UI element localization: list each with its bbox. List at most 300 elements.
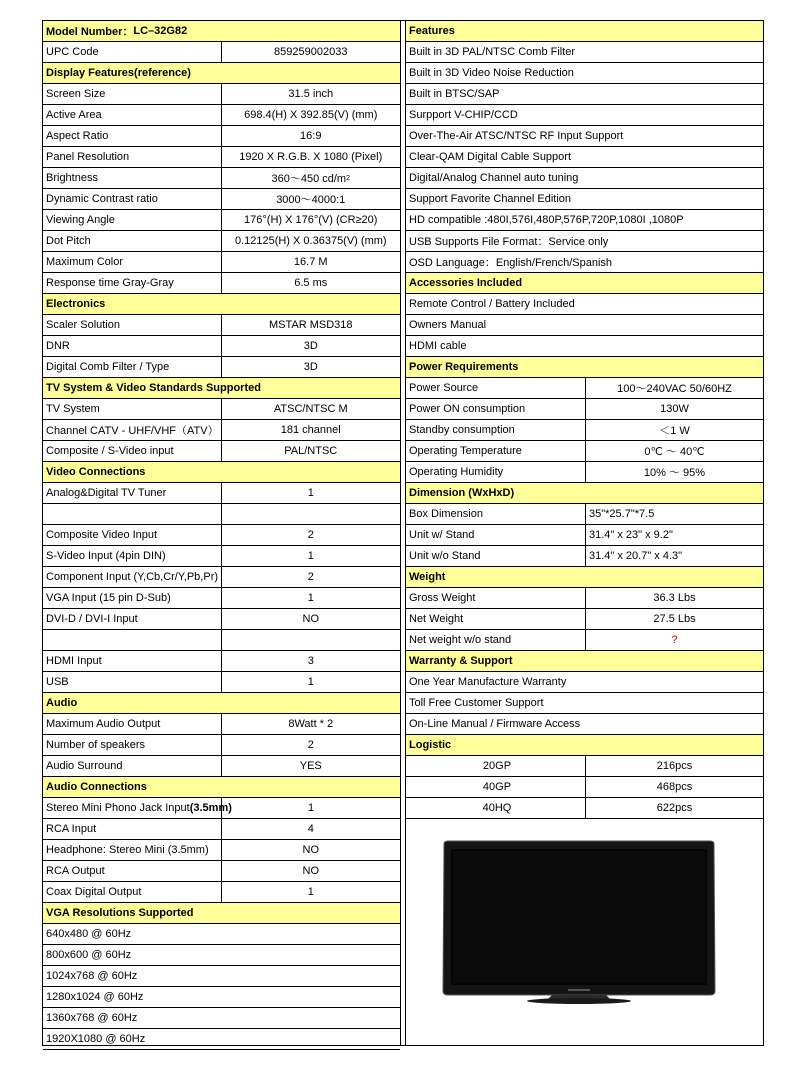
spec-value-text: 2 [307, 529, 314, 541]
spec-row [406, 420, 763, 441]
spec-value-text: 100～240VAC 50/60HZ [617, 383, 732, 395]
spec-value-text: 31.5 inch [288, 88, 334, 100]
spec-label [43, 756, 221, 776]
section-title-text: Audio [46, 697, 78, 709]
spec-value [221, 252, 401, 272]
spec-label-text: 1280x1024 @ 60Hz [46, 991, 144, 1003]
spec-value [585, 609, 763, 629]
spec-label [406, 546, 585, 566]
spec-label [43, 840, 221, 860]
spec-value [585, 420, 763, 440]
spec-label [43, 525, 221, 545]
spec-label-text: 20GP [482, 760, 512, 772]
spec-row [43, 84, 400, 105]
model-number-cell [43, 21, 400, 41]
spec-label-text: Number of speakers [46, 739, 146, 751]
section-header [406, 651, 763, 672]
spec-value [221, 189, 401, 209]
feature-item [406, 252, 763, 272]
spec-label [43, 924, 400, 944]
spec-value-text: 2 [307, 571, 314, 583]
spec-value-text: 0℃ ～ 40℃ [644, 446, 705, 458]
spec-row [43, 987, 400, 1008]
feature-item [406, 714, 763, 734]
spec-row [406, 105, 763, 126]
section-title [406, 651, 763, 671]
spec-label [43, 735, 221, 755]
section-header [406, 483, 763, 504]
section-title-text: Dimension (WxHxD) [409, 487, 515, 499]
superscript: 2 [346, 174, 350, 182]
section-header [43, 777, 400, 798]
spec-value [221, 651, 401, 671]
spec-row [43, 315, 400, 336]
spec-label-text: Digital Comb Filter / Type [46, 361, 170, 373]
feature-item [406, 315, 763, 335]
spec-value [221, 315, 401, 335]
spec-label [406, 399, 585, 419]
spec-label [43, 231, 221, 251]
spec-label [43, 273, 221, 293]
spec-label [43, 336, 221, 356]
section-header [43, 21, 400, 42]
spec-value-text: 3D [303, 361, 318, 373]
feature-item [406, 294, 763, 314]
spec-label-text: UPC Code [46, 46, 99, 58]
spec-value-text: 622pcs [656, 802, 693, 814]
feature-text: Toll Free Customer Support [409, 697, 544, 709]
spec-value [221, 84, 401, 104]
spec-row [43, 147, 400, 168]
feature-text: Digital/Analog Channel auto tuning [409, 172, 579, 184]
spec-row [406, 147, 763, 168]
spec-label-text: Maximum Audio Output [46, 718, 161, 730]
spec-value-text: 16:9 [300, 130, 322, 142]
spec-value-text: 176°(H) X 176°(V) (CR≥20) [244, 214, 378, 226]
spec-value-text: NO [302, 613, 319, 625]
section-title-text: Video Connections [46, 466, 146, 478]
spec-label [43, 1029, 400, 1049]
spec-value-text: 360～450 cd/m [271, 173, 347, 185]
spec-value [221, 630, 401, 650]
section-title-text: Electronics [46, 298, 106, 310]
spec-label-text: 40HQ [482, 802, 512, 814]
spec-value [221, 756, 401, 776]
spec-value [221, 672, 401, 692]
spec-value [221, 441, 401, 461]
section-header [43, 63, 400, 84]
section-title [43, 462, 400, 482]
spec-row [43, 546, 400, 567]
spec-label [43, 609, 221, 629]
section-title [43, 294, 400, 314]
feature-text: Surpport V-CHIP/CCD [409, 109, 518, 121]
spec-value-text: 31.4" x 20.7" x 4.3" [589, 550, 683, 562]
feature-item [406, 105, 763, 125]
spec-row [406, 399, 763, 420]
spec-label [406, 588, 585, 608]
spec-value [221, 420, 401, 440]
spec-value [221, 168, 401, 188]
section-title-text: Features [409, 25, 455, 37]
spec-value-text: 8Watt * 2 [288, 718, 334, 730]
spec-label-text: RCA Output [46, 865, 105, 877]
spec-value-text: 1 [307, 802, 315, 814]
spec-label-text: Unit w/ Stand [409, 529, 475, 541]
spec-value [221, 273, 401, 293]
spec-row [406, 168, 763, 189]
section-header [43, 693, 400, 714]
spec-row [406, 609, 763, 630]
spec-label [43, 882, 221, 902]
spec-label [43, 84, 221, 104]
spec-value [221, 714, 401, 734]
feature-text: Owners Manual [409, 319, 487, 331]
spec-label-text: Headphone: Stereo Mini (3.5mm) [46, 844, 209, 856]
spec-value-text: 6.5 ms [294, 277, 328, 289]
spec-label [43, 714, 221, 734]
spec-value [221, 882, 401, 902]
spec-row [43, 945, 400, 966]
spec-value [585, 798, 763, 818]
section-title-text: Weight [409, 571, 446, 583]
spec-value [221, 147, 401, 167]
section-header [406, 357, 763, 378]
spec-label [406, 777, 585, 797]
spec-label-text: Net weight w/o stand [409, 634, 512, 646]
spec-label [406, 756, 585, 776]
spec-row [43, 819, 400, 840]
section-title [406, 21, 763, 41]
section-title [406, 357, 763, 377]
spec-row [43, 273, 400, 294]
spec-label-text: 1920X1080 @ 60Hz [46, 1033, 146, 1045]
spec-row [406, 546, 763, 567]
spec-label-text: Unit w/o Stand [409, 550, 481, 562]
section-title-text: TV System & Video Standards Supported [46, 382, 261, 394]
section-title-text: Warranty & Support [409, 655, 513, 667]
spec-value-text: NO [302, 844, 319, 856]
section-title [43, 378, 400, 398]
spec-label-text: Active Area [46, 109, 102, 121]
section-title-text: Logistic [409, 739, 452, 751]
spec-row [406, 231, 763, 252]
spec-row [406, 777, 763, 798]
section-title [406, 483, 763, 503]
spec-value [221, 819, 401, 839]
spec-row [43, 483, 400, 504]
spec-label-text: Power ON consumption [409, 403, 526, 415]
spec-row [43, 882, 400, 903]
spec-label [406, 462, 585, 482]
spec-row [406, 252, 763, 273]
spec-value [221, 525, 401, 545]
feature-item [406, 147, 763, 167]
spec-value-text: 468pcs [656, 781, 693, 793]
spec-row [43, 189, 400, 210]
spec-label-text: 1024x768 @ 60Hz [46, 970, 138, 982]
section-title [43, 903, 400, 923]
spec-row [406, 42, 763, 63]
spec-label-text: Aspect Ratio [46, 130, 109, 142]
spec-value [221, 483, 401, 503]
spec-label [43, 168, 221, 188]
spec-label-text: 1360x768 @ 60Hz [46, 1012, 138, 1024]
spec-label [406, 630, 585, 650]
feature-text: Built in 3D PAL/NTSC Comb Filter [409, 46, 576, 58]
spec-value [585, 777, 763, 797]
spec-label-text: Maximum Color [46, 256, 124, 268]
section-header [43, 294, 400, 315]
spec-label-text: Dot Pitch [46, 235, 91, 247]
section-header [43, 903, 400, 924]
feature-item [406, 693, 763, 713]
spec-label-text: S-Video Input (4pin DIN) [46, 550, 166, 562]
spec-label [406, 420, 585, 440]
spec-value-text: 1 [307, 592, 314, 604]
spec-row [43, 861, 400, 882]
spec-row [406, 588, 763, 609]
spec-label-text: Coax Digital Output [46, 886, 142, 898]
spec-label-text: DVI-D / DVI-I Input [46, 613, 138, 625]
feature-text: USB Supports File Format：Service only [409, 236, 609, 248]
spec-row [43, 420, 400, 441]
spec-label [43, 189, 221, 209]
spec-label [43, 420, 221, 440]
section-title [406, 567, 763, 587]
feature-item [406, 672, 763, 692]
spec-row [43, 525, 400, 546]
spec-value-text: 3000～4000:1 [276, 194, 346, 206]
spec-label [406, 609, 585, 629]
spec-value-text: 3D [303, 340, 318, 352]
spec-value [585, 546, 763, 566]
spec-value-text: 2 [307, 739, 314, 751]
spec-row [43, 1008, 400, 1029]
spec-label [43, 588, 221, 608]
spec-label-text: Composite / S-Video input [46, 445, 174, 457]
spec-row [406, 504, 763, 525]
spec-label-text: Screen Size [46, 88, 106, 100]
section-title-text: Display Features(reference) [46, 67, 191, 79]
spec-label [43, 483, 221, 503]
section-title-text: Accessories Included [409, 277, 523, 289]
section-header [43, 462, 400, 483]
spec-label-bold: (3.5mm) [189, 802, 232, 814]
spec-value-text: 859259002033 [274, 46, 348, 58]
spec-label-text: Response time Gray-Gray [46, 277, 174, 289]
feature-text: Support Favorite Channel Edition [409, 193, 572, 205]
spec-value-text: MSTAR MSD318 [268, 319, 353, 331]
spec-value-text: 10% ～ 95% [643, 467, 706, 479]
spec-value [585, 504, 763, 524]
spec-row [43, 714, 400, 735]
spec-label [43, 987, 400, 1007]
spec-label-text: Brightness [46, 172, 98, 184]
spec-label [43, 672, 221, 692]
spec-label [43, 315, 221, 335]
spec-row [406, 525, 763, 546]
spec-label [43, 651, 221, 671]
spec-value [585, 378, 763, 398]
spec-row [406, 693, 763, 714]
spec-row [43, 42, 400, 63]
spec-value-text: ? [671, 634, 678, 646]
spec-row [43, 588, 400, 609]
spec-row [406, 315, 763, 336]
spec-label-text: Gross Weight [409, 592, 476, 604]
section-header [406, 567, 763, 588]
spec-value [221, 735, 401, 755]
spec-label-text: Dynamic Contrast ratio [46, 193, 158, 205]
spec-label [43, 819, 221, 839]
spec-label-text: Standby consumption [409, 424, 515, 436]
section-header [43, 378, 400, 399]
right-spec-column [405, 21, 763, 1045]
spec-label [43, 399, 221, 419]
spec-value [221, 588, 401, 608]
spec-label [43, 210, 221, 230]
feature-text: One Year Manufacture Warranty [409, 676, 567, 688]
spec-row [43, 357, 400, 378]
section-title-text: Power Requirements [409, 361, 519, 373]
spec-label [43, 546, 221, 566]
spec-row [406, 189, 763, 210]
spec-label [43, 504, 221, 524]
spec-value [585, 588, 763, 608]
section-title [43, 63, 400, 83]
spec-label-text: Operating Temperature [409, 445, 522, 457]
spec-value-text: 3 [307, 655, 314, 667]
feature-item [406, 210, 763, 230]
spec-label-text: Viewing Angle [46, 214, 115, 226]
spec-row [43, 756, 400, 777]
spec-label-text: TV System [46, 403, 100, 415]
section-header [406, 273, 763, 294]
spec-row [406, 63, 763, 84]
spec-value-text: 16.7 M [293, 256, 328, 268]
spec-row [406, 672, 763, 693]
spec-label [43, 357, 221, 377]
spec-value-text: 4 [307, 823, 314, 835]
left-spec-column [43, 21, 401, 1045]
spec-label-text: Box Dimension [409, 508, 483, 520]
feature-item [406, 84, 763, 104]
spec-row [43, 609, 400, 630]
spec-row [43, 651, 400, 672]
section-title [43, 693, 400, 713]
spec-value-text: 1920 X R.G.B. X 1080 (Pixel) [239, 151, 383, 163]
spec-row [43, 252, 400, 273]
feature-text: Built in BTSC/SAP [409, 88, 500, 100]
spec-value [221, 105, 401, 125]
spec-value-text: NO [302, 865, 319, 877]
spec-label [43, 252, 221, 272]
spec-label-text: RCA Input [46, 823, 97, 835]
spec-value-text: 1 [307, 487, 314, 499]
spec-value [585, 630, 763, 650]
feature-item [406, 231, 763, 251]
spec-value-text: PAL/NTSC [284, 445, 338, 457]
section-title [406, 735, 763, 755]
spec-value-text: 1 [307, 676, 314, 688]
spec-value-text: 1 [307, 886, 314, 898]
spec-row [43, 798, 400, 819]
spec-row [43, 924, 400, 945]
spec-value [221, 504, 401, 524]
spec-row [43, 966, 400, 987]
spec-row [43, 1029, 400, 1050]
spec-label-text: Audio Surround [46, 760, 123, 772]
spec-label-text: VGA Input (15 pin D-Sub) [46, 592, 171, 604]
spec-row [406, 441, 763, 462]
spec-value [585, 441, 763, 461]
spec-row [43, 840, 400, 861]
spec-row [406, 336, 763, 357]
feature-text: Clear-QAM Digital Cable Support [409, 151, 572, 163]
spec-label-text: Composite Video Input [46, 529, 158, 541]
spec-label [406, 441, 585, 461]
tv-product-image [442, 841, 716, 1004]
spec-value-text: 31.4" x 23" x 9.2" [589, 529, 673, 541]
feature-item [406, 63, 763, 83]
spec-label [43, 945, 400, 965]
spec-row [43, 504, 400, 525]
spec-row [43, 567, 400, 588]
spec-label-text: Channel CATV - UHF/VHF（ATV） [46, 425, 219, 437]
spec-value-text: 0.12125(H) X 0.36375(V) (mm) [234, 235, 387, 247]
spec-row [406, 378, 763, 399]
spec-value [221, 798, 400, 818]
spec-value-text: ＜1 W [659, 425, 690, 437]
spec-row [406, 714, 763, 735]
spec-value [221, 42, 401, 62]
spec-label [43, 630, 221, 650]
feature-text: Over-The-Air ATSC/NTSC RF Input Support [409, 130, 624, 142]
spec-value [221, 231, 401, 251]
spec-row [43, 231, 400, 252]
section-title [43, 777, 400, 797]
spec-sheet [42, 20, 764, 1046]
spec-label-text: 40GP [482, 781, 512, 793]
spec-value-text: 36.3 Lbs [653, 592, 696, 604]
spec-row [406, 294, 763, 315]
spec-label-text: Operating Humidity [409, 466, 504, 478]
feature-text: Built in 3D Video Noise Reduction [409, 67, 574, 79]
spec-value [585, 756, 763, 776]
spec-row [43, 168, 400, 189]
spec-value [585, 399, 763, 419]
feature-text: HDMI cable [409, 340, 467, 352]
spec-label-text: 800x600 @ 60Hz [46, 949, 132, 961]
spec-row [43, 735, 400, 756]
feature-text: OSD Language：English/French/Spanish [409, 257, 613, 269]
spec-row [406, 630, 763, 651]
spec-label-text: Power Source [409, 382, 479, 394]
spec-value-text: 181 channel [280, 424, 341, 436]
spec-value [585, 462, 763, 482]
feature-text: Remote Control / Battery Included [409, 298, 575, 310]
spec-row [406, 798, 763, 819]
spec-label-text: HDMI Input [46, 655, 102, 667]
feature-item [406, 126, 763, 146]
feature-text: HD compatible :480I,576I,480P,576P,720P,1080I ,1080P [409, 214, 684, 226]
spec-row [406, 126, 763, 147]
section-title-text: VGA Resolutions Supported [46, 907, 194, 919]
spec-row [406, 756, 763, 777]
feature-item [406, 336, 763, 356]
spec-value-text: 698.4(H) X 392.85(V) (mm) [244, 109, 378, 121]
